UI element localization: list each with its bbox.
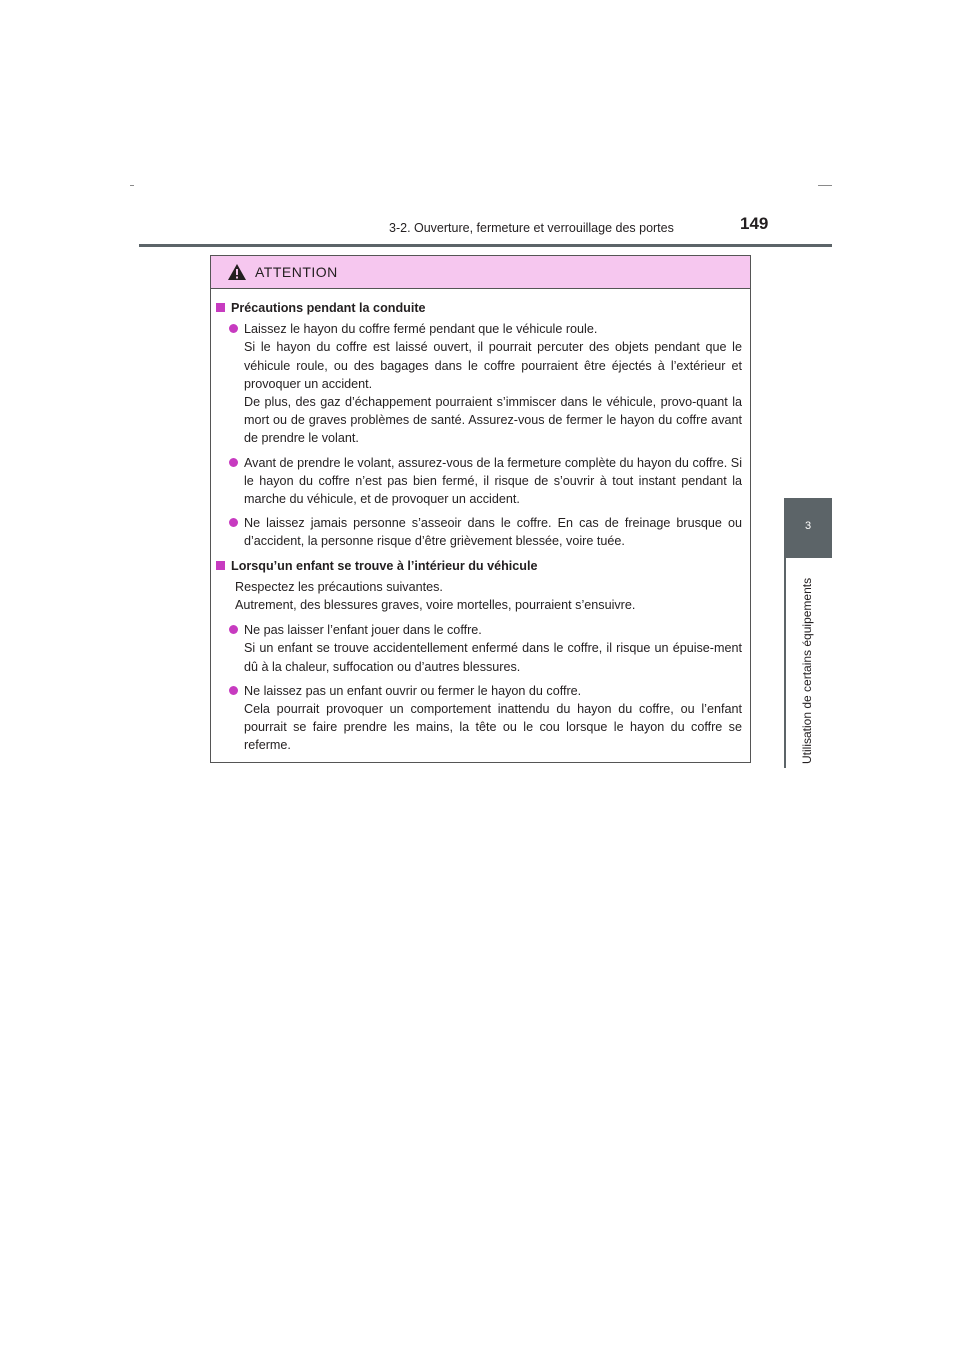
header-rule: [139, 244, 832, 247]
round-bullet-icon: [229, 686, 238, 695]
intro-line: Autrement, des blessures graves, voire mortelles, pourraient s’ensuivre.: [235, 598, 636, 613]
bullet-text: Ne laissez pas un enfant ouvrir ou fermer le hayon du coffre.: [244, 683, 582, 698]
list-item: [229, 621, 742, 676]
round-bullet-icon: [229, 324, 238, 333]
square-bullet-icon: [216, 303, 225, 312]
bullet-text: Ne laissez jamais personne s’asseoir dans le coffre. En cas de freinage brusque ou d’accident, la personne risque d’être grièvement blessée, voire tuée.: [244, 516, 742, 549]
warning-triangle-icon: [227, 263, 247, 281]
round-bullet-icon: [229, 518, 238, 527]
intro-line: Respectez les précautions suivantes.: [235, 579, 443, 594]
page-number: 149: [740, 214, 769, 233]
bullet-text: De plus, des gaz d’échappement pourraient s’immiscer dans le véhicule, provo-quant la mort ou de graves problèmes de santé. Assurez-vous de fermer le hayon du coffre avant de prendre le volant.: [244, 395, 742, 446]
warning-box: [210, 255, 751, 763]
chapter-number: 3: [804, 520, 812, 532]
crop-mark-left: [130, 185, 134, 186]
bullet-text: Laissez le hayon du coffre fermé pendant que le véhicule roule.: [244, 322, 598, 337]
list-item: [229, 514, 742, 550]
section-intro: [235, 578, 742, 614]
list-item: [229, 320, 742, 447]
square-bullet-icon: [216, 561, 225, 570]
bullet-text: Si un enfant se trouve accidentellement enfermé dans le coffre, il risque un épuise-ment dû à la chaleur, suffocation ou d’autres blessures.: [244, 641, 742, 674]
section-title: 3-2. Ouverture, fermeture et verrouillage des portes: [389, 221, 674, 235]
bullet-text: Ne pas laisser l’enfant jouer dans le coffre.: [244, 623, 482, 638]
section-title-2: Lorsqu’un enfant se trouve à l’intérieur du véhicule: [231, 558, 538, 573]
bullet-text: Si le hayon du coffre est laissé ouvert, il pourrait percuter des objets pendant que le véhicule roule, ou des bagages dans le coffre pourraient être éjectés à l’extérieur et provoquer un accident.: [244, 340, 742, 391]
list-item: [229, 454, 742, 509]
warning-title: ATTENTION: [255, 264, 338, 280]
crop-mark-right: [818, 185, 832, 186]
bullet-text: Avant de prendre le volant, assurez-vous de la fermeture complète du hayon du coffre. Si le hayon du coffre n’est pas bien fermé, il risque de s’ouvrir à tout instant pendant la marche du véhicule, et de provoquer un accident.: [244, 455, 742, 507]
warning-body: [211, 289, 750, 755]
chapter-tab: [784, 498, 832, 558]
chapter-label: Utilisation de certains équipements: [800, 577, 814, 764]
list-item: [229, 682, 742, 755]
section-title-1: Précautions pendant la conduite: [231, 301, 426, 315]
bullet-text: Cela pourrait provoquer un comportement inattendu du hayon du coffre, ou l’enfant pourrait se faire prendre les mains, la tête ou le cou lorsque le hayon du coffre se referme.: [244, 702, 742, 753]
section-heading: [216, 557, 742, 575]
round-bullet-icon: [229, 458, 238, 467]
round-bullet-icon: [229, 625, 238, 634]
section-heading: [216, 299, 742, 317]
warning-header: [211, 256, 750, 289]
